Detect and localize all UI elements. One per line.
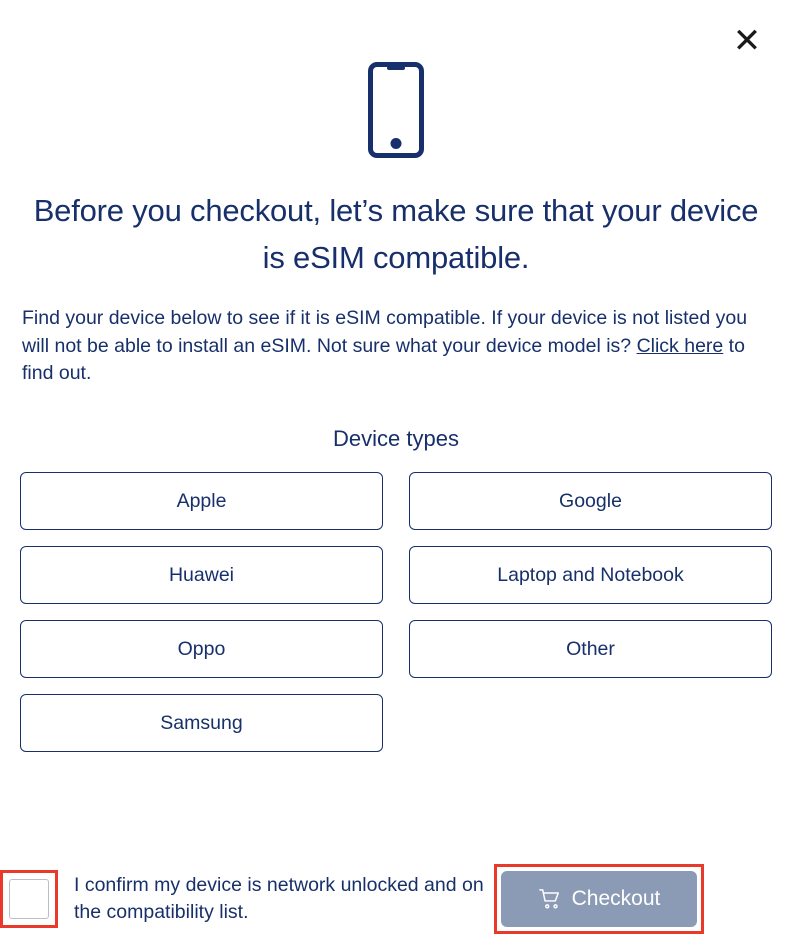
page-title: Before you checkout, let’s make sure that your device is eSIM compatible. <box>33 193 759 275</box>
device-type-grid <box>20 472 772 752</box>
phone-icon-wrapper <box>0 0 792 158</box>
modal-footer <box>0 864 792 934</box>
device-type-oppo[interactable]: Oppo <box>20 620 383 678</box>
modal-description <box>22 305 770 388</box>
device-type-google[interactable]: Google <box>409 472 772 530</box>
confirm-checkbox[interactable] <box>9 879 49 919</box>
device-type-samsung[interactable]: Samsung <box>20 694 383 752</box>
device-type-laptop-and-notebook[interactable]: Laptop and Notebook <box>409 546 772 604</box>
description-text-end: to find out. <box>22 334 745 385</box>
confirm-label: I confirm my device is network unlocked and on the compatibility list. <box>74 873 484 923</box>
device-types-heading: Device types <box>333 426 459 452</box>
checkout-button[interactable] <box>501 871 697 927</box>
checkout-button-highlight <box>494 864 704 934</box>
click-here-link[interactable]: Click here <box>636 334 724 357</box>
device-type-apple[interactable]: Apple <box>20 472 383 530</box>
shopping-cart-icon <box>538 888 562 910</box>
close-icon[interactable]: ✕ <box>726 20 768 62</box>
mobile-phone-icon <box>368 62 424 158</box>
device-type-huawei[interactable]: Huawei <box>20 546 383 604</box>
description-text-start: Find your device below to see if it is eSIM compatible. If your device is not listed you will not be able to install an eSIM. Not sure what your device model is? <box>22 307 748 357</box>
device-type-other[interactable]: Other <box>409 620 772 678</box>
confirm-checkbox-highlight <box>0 870 58 928</box>
checkout-button-label: Checkout <box>571 887 661 910</box>
